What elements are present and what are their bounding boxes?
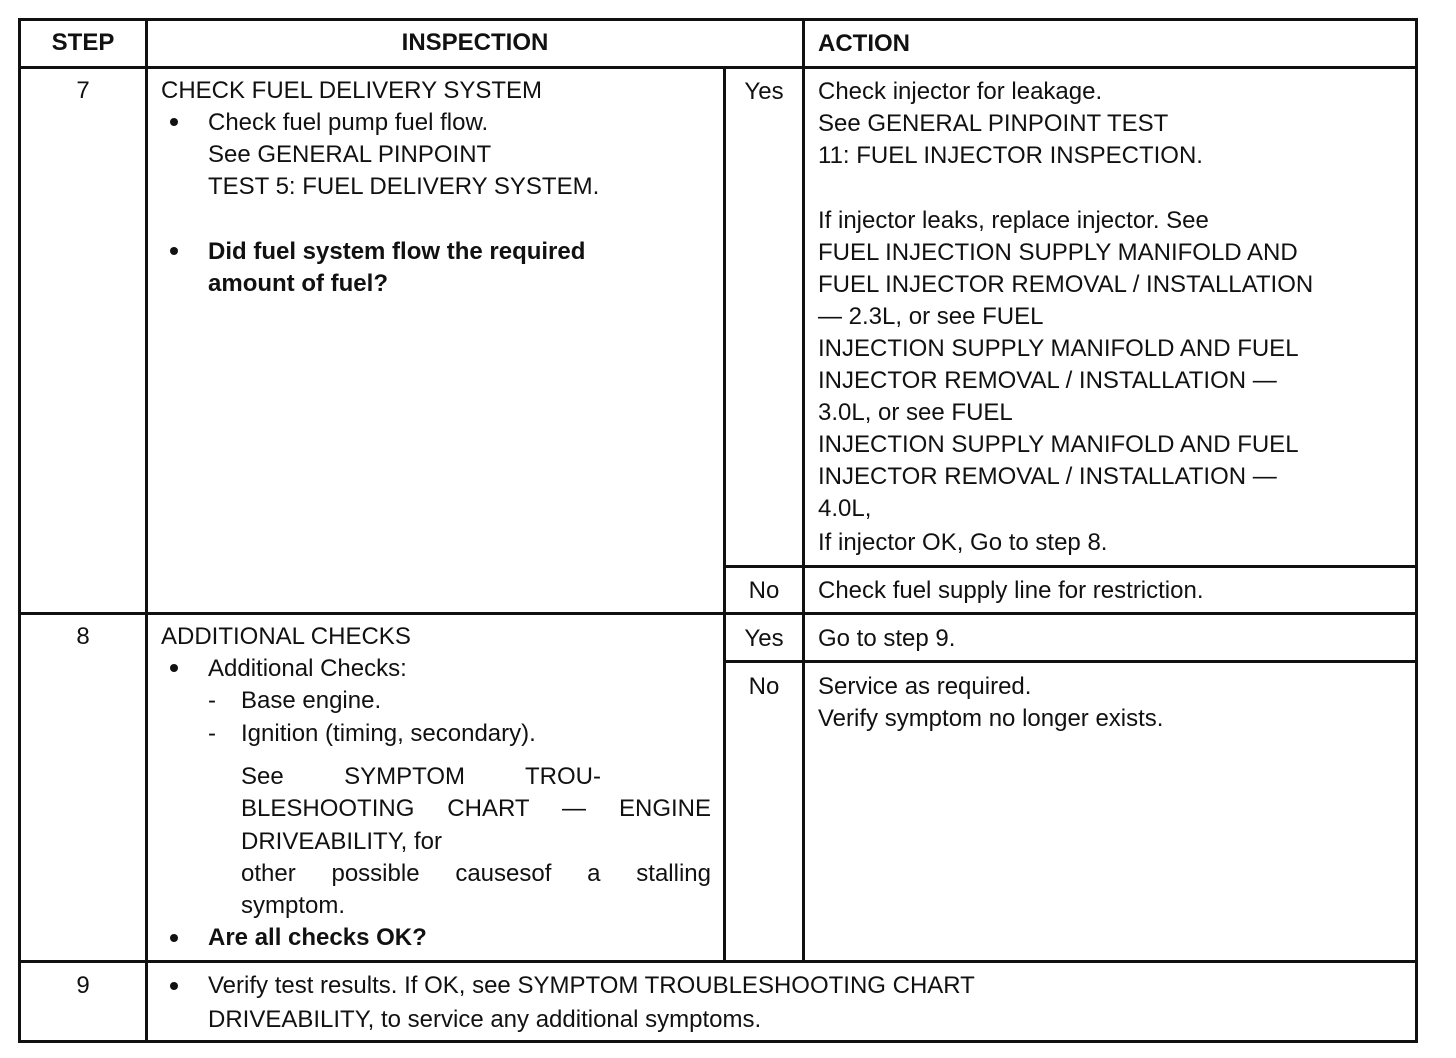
step-number: 7: [76, 77, 90, 104]
step-number: 9: [76, 972, 90, 999]
action-line: FUEL INJECTOR REMOVAL / INSTALLATION: [818, 271, 1314, 298]
border-top: [18, 18, 1418, 21]
row8-yesno-split: [723, 660, 1418, 663]
action-line: Verify symptom no longer exists.: [818, 705, 1164, 732]
inspection-line: symptom.: [241, 892, 346, 919]
step-number: 8: [76, 623, 90, 650]
inspection-line: TEST 5: FUEL DELIVERY SYSTEM.: [208, 173, 600, 200]
no-label: No: [748, 577, 780, 604]
inspection-question: amount of fuel?: [208, 270, 388, 297]
row8-bottom: [18, 960, 1418, 963]
row7-yesno-split: [723, 565, 1418, 568]
dash: -: [208, 720, 216, 747]
bullet: [170, 118, 178, 126]
action-line: — 2.3L, or see FUEL: [818, 303, 1044, 330]
row7-bottom: [18, 612, 1418, 615]
inspection-line: Verify test results. If OK, see SYMPTOM TROUBLESHOOTING CHART: [208, 972, 975, 999]
header-inspection: INSPECTION: [401, 29, 549, 56]
inspection-line: Ignition (timing, secondary).: [241, 720, 536, 747]
action-line: FUEL INJECTION SUPPLY MANIFOLD AND: [818, 239, 1298, 266]
bullet: [170, 247, 178, 255]
border-bottom: [18, 1040, 1418, 1043]
action-line: If injector leaks, replace injector. See: [818, 207, 1209, 234]
inspection-question: Are all checks OK?: [208, 924, 427, 951]
header-action: ACTION: [818, 30, 910, 57]
bullet: [170, 934, 178, 942]
action-line: Go to step 9.: [818, 625, 956, 652]
inspection-line: Base engine.: [241, 687, 382, 714]
inspection-line: See GENERAL PINPOINT: [208, 141, 492, 168]
yesno-divider: [723, 66, 726, 962]
action-divider: [802, 18, 805, 962]
action-line: INJECTOR REMOVAL / INSTALLATION —: [818, 367, 1277, 394]
action-line: Check injector for leakage.: [818, 78, 1103, 105]
action-line: Service as required.: [818, 673, 1032, 700]
inspection-title: CHECK FUEL DELIVERY SYSTEM: [161, 77, 542, 104]
inspection-line: DRIVEABILITY, to service any additional symptoms.: [208, 1006, 762, 1033]
action-line: See GENERAL PINPOINT TEST: [818, 110, 1169, 137]
action-line: INJECTOR REMOVAL / INSTALLATION —: [818, 463, 1277, 490]
border-right: [1415, 18, 1418, 1043]
step-divider: [145, 18, 148, 1043]
action-line: If injector OK, Go to step 8.: [818, 529, 1108, 556]
inspection-question: Did fuel system flow the required: [208, 238, 586, 265]
inspection-title: ADDITIONAL CHECKS: [161, 623, 411, 650]
yes-label: Yes: [744, 78, 784, 105]
inspection-line: BLESHOOTING CHART — ENGINE: [241, 795, 711, 822]
action-line: Check fuel supply line for restriction.: [818, 577, 1204, 604]
bullet: [170, 664, 178, 672]
bullet: [170, 982, 178, 990]
inspection-line: DRIVEABILITY, for: [241, 828, 442, 855]
action-line: 4.0L,: [818, 495, 872, 522]
action-line: 3.0L, or see FUEL: [818, 399, 1013, 426]
inspection-line: Check fuel pump fuel flow.: [208, 109, 489, 136]
border-left: [18, 18, 21, 1043]
header-step: STEP: [51, 29, 115, 56]
action-line: 11: FUEL INJECTOR INSPECTION.: [818, 142, 1203, 169]
yes-label: Yes: [744, 625, 784, 652]
action-line: INJECTION SUPPLY MANIFOLD AND FUEL: [818, 431, 1299, 458]
inspection-line: Additional Checks:: [208, 655, 407, 682]
no-label: No: [748, 673, 780, 700]
inspection-line: See SYMPTOM TROU-: [241, 763, 601, 790]
dash: -: [208, 687, 216, 714]
inspection-line: other possible causesof a stalling: [241, 860, 711, 887]
action-line: INJECTION SUPPLY MANIFOLD AND FUEL: [818, 335, 1299, 362]
header-divider: [18, 66, 1418, 69]
